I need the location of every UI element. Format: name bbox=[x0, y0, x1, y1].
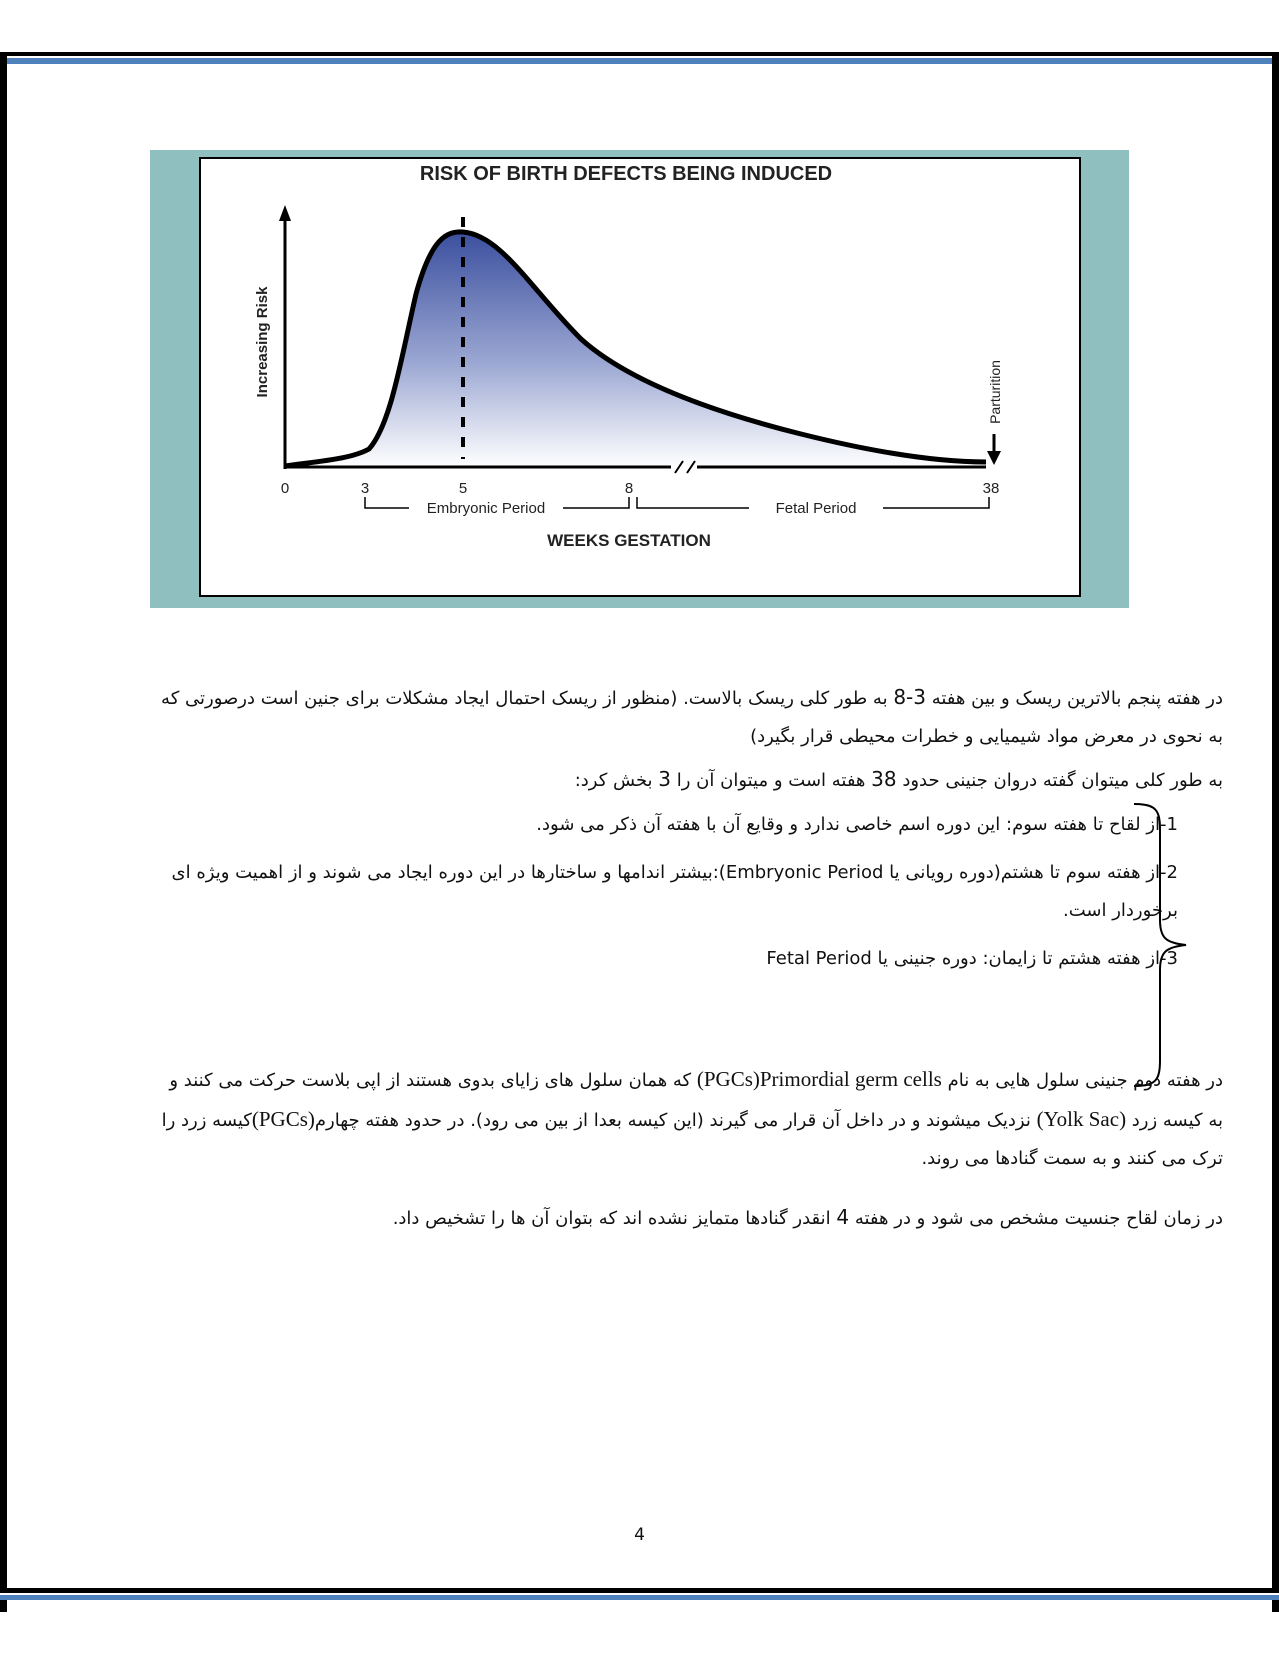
y-axis-arrow-icon bbox=[279, 205, 291, 221]
text-run: به طور کلی ریسک بالاست. (منظور از ریسک احتمال ایجاد مشکلات برای جنین است درصورتی که به نحوی در معرض مواد شیمیایی و خطرات محیطی قرار بگیرد) bbox=[161, 688, 1223, 747]
x-axis-label: WEEKS GESTATION bbox=[547, 531, 711, 550]
risk-chart-svg bbox=[201, 159, 1083, 599]
list-text: -از لقاح تا هفته سوم: این دوره اسم خاصی ندارد و وقایع آن با هفته آن ذکر می شود. bbox=[536, 814, 1167, 835]
text-run: که همان سلول های زایای بدوی هستند از اپی بلاست حرکت می کنند و به کیسه زرد bbox=[169, 1070, 1223, 1131]
list-text: -از هفته هشتم تا زایمان: دوره جنینی یا bbox=[871, 948, 1167, 969]
page-border-right bbox=[1272, 52, 1279, 1612]
latin-term bbox=[697, 1067, 942, 1091]
number-run: 38 bbox=[871, 767, 897, 791]
tick-3: 3 bbox=[360, 480, 370, 497]
page-border-left bbox=[0, 52, 7, 1612]
paragraph-sex-determination bbox=[160, 1198, 1223, 1238]
list-item bbox=[160, 940, 1178, 978]
fetal-period-label: Fetal Period bbox=[775, 500, 857, 517]
list-item bbox=[160, 854, 1178, 930]
text-run: نزدیک میشوند و در داخل آن قرار می گیرند (این کیسه بعدا از بین می رود). در حدود هفته چهارم bbox=[314, 1110, 1037, 1131]
text-run: به طور کلی میتوان گفته دروان جنینی حدود bbox=[896, 770, 1223, 791]
number-run: 3 bbox=[658, 767, 672, 791]
parturition-arrow-icon bbox=[987, 451, 1001, 465]
text-run: بخش کرد: bbox=[574, 770, 659, 791]
gestation-periods-list bbox=[160, 806, 1178, 988]
tick-8: 8 bbox=[624, 480, 634, 497]
number-run: 3-8 bbox=[893, 685, 926, 709]
latin-term: (PGCs) bbox=[251, 1107, 315, 1131]
text-run: انقدر گنادها متمایز نشده اند که بتوان آن ها را تشخیص داد. bbox=[392, 1208, 837, 1229]
page-border-top bbox=[0, 52, 1279, 64]
text-run: هفته است و میتوان آن را bbox=[671, 770, 872, 791]
tick-38: 38 bbox=[982, 480, 1000, 497]
paragraph-pgcs bbox=[160, 1060, 1223, 1178]
embryonic-period-label: Embryonic Period bbox=[426, 500, 546, 517]
list-number: 1 bbox=[1166, 814, 1178, 835]
chart-title: RISK OF BIRTH DEFECTS BEING INDUCED bbox=[419, 163, 833, 185]
latin-term: (Yolk Sac) bbox=[1036, 1107, 1127, 1131]
parturition-label: Parturition bbox=[987, 360, 1003, 424]
text-run: در زمان لقاح جنسیت مشخص می شود و در هفته bbox=[849, 1208, 1223, 1229]
page-number: 4 bbox=[634, 1525, 645, 1545]
tick-5: 5 bbox=[458, 480, 468, 497]
latin-term: Fetal Period bbox=[766, 948, 872, 969]
y-axis-label: Increasing Risk bbox=[254, 286, 271, 398]
text-run: در هفته پنجم بالاترین ریسک و بین هفته bbox=[926, 688, 1223, 709]
paragraph-peak-risk bbox=[160, 678, 1223, 756]
list-number: 2 bbox=[1166, 862, 1178, 883]
tick-0: 0 bbox=[280, 480, 290, 497]
number-run: 4 bbox=[836, 1205, 850, 1229]
list-number: 3 bbox=[1166, 948, 1178, 969]
list-text: ):بیشتر اندامها و ساختارها در این دوره ایجاد می شوند و از اهمیت ویژه ای برخوردار است. bbox=[171, 862, 1178, 921]
birth-defects-risk-figure bbox=[199, 157, 1081, 597]
page-border-bottom bbox=[0, 1588, 1279, 1600]
list-item bbox=[160, 806, 1178, 844]
curly-brace-icon bbox=[1130, 800, 1190, 1090]
latin-term: (PGCs) bbox=[696, 1067, 760, 1091]
latin-term: Embryonic Period bbox=[725, 862, 884, 883]
latin-term: Primordial germ cells bbox=[759, 1067, 942, 1091]
risk-area bbox=[285, 232, 986, 467]
list-text: -از هفته سوم تا هشتم(دوره رویانی یا bbox=[883, 862, 1167, 883]
paragraph-gestation-overview bbox=[160, 760, 1223, 800]
text-run: کیسه زرد را ترک می کنند و به سمت گنادها می روند. bbox=[161, 1110, 1223, 1169]
text-run: در هفته دوم جنینی سلول هایی به نام bbox=[941, 1070, 1223, 1091]
